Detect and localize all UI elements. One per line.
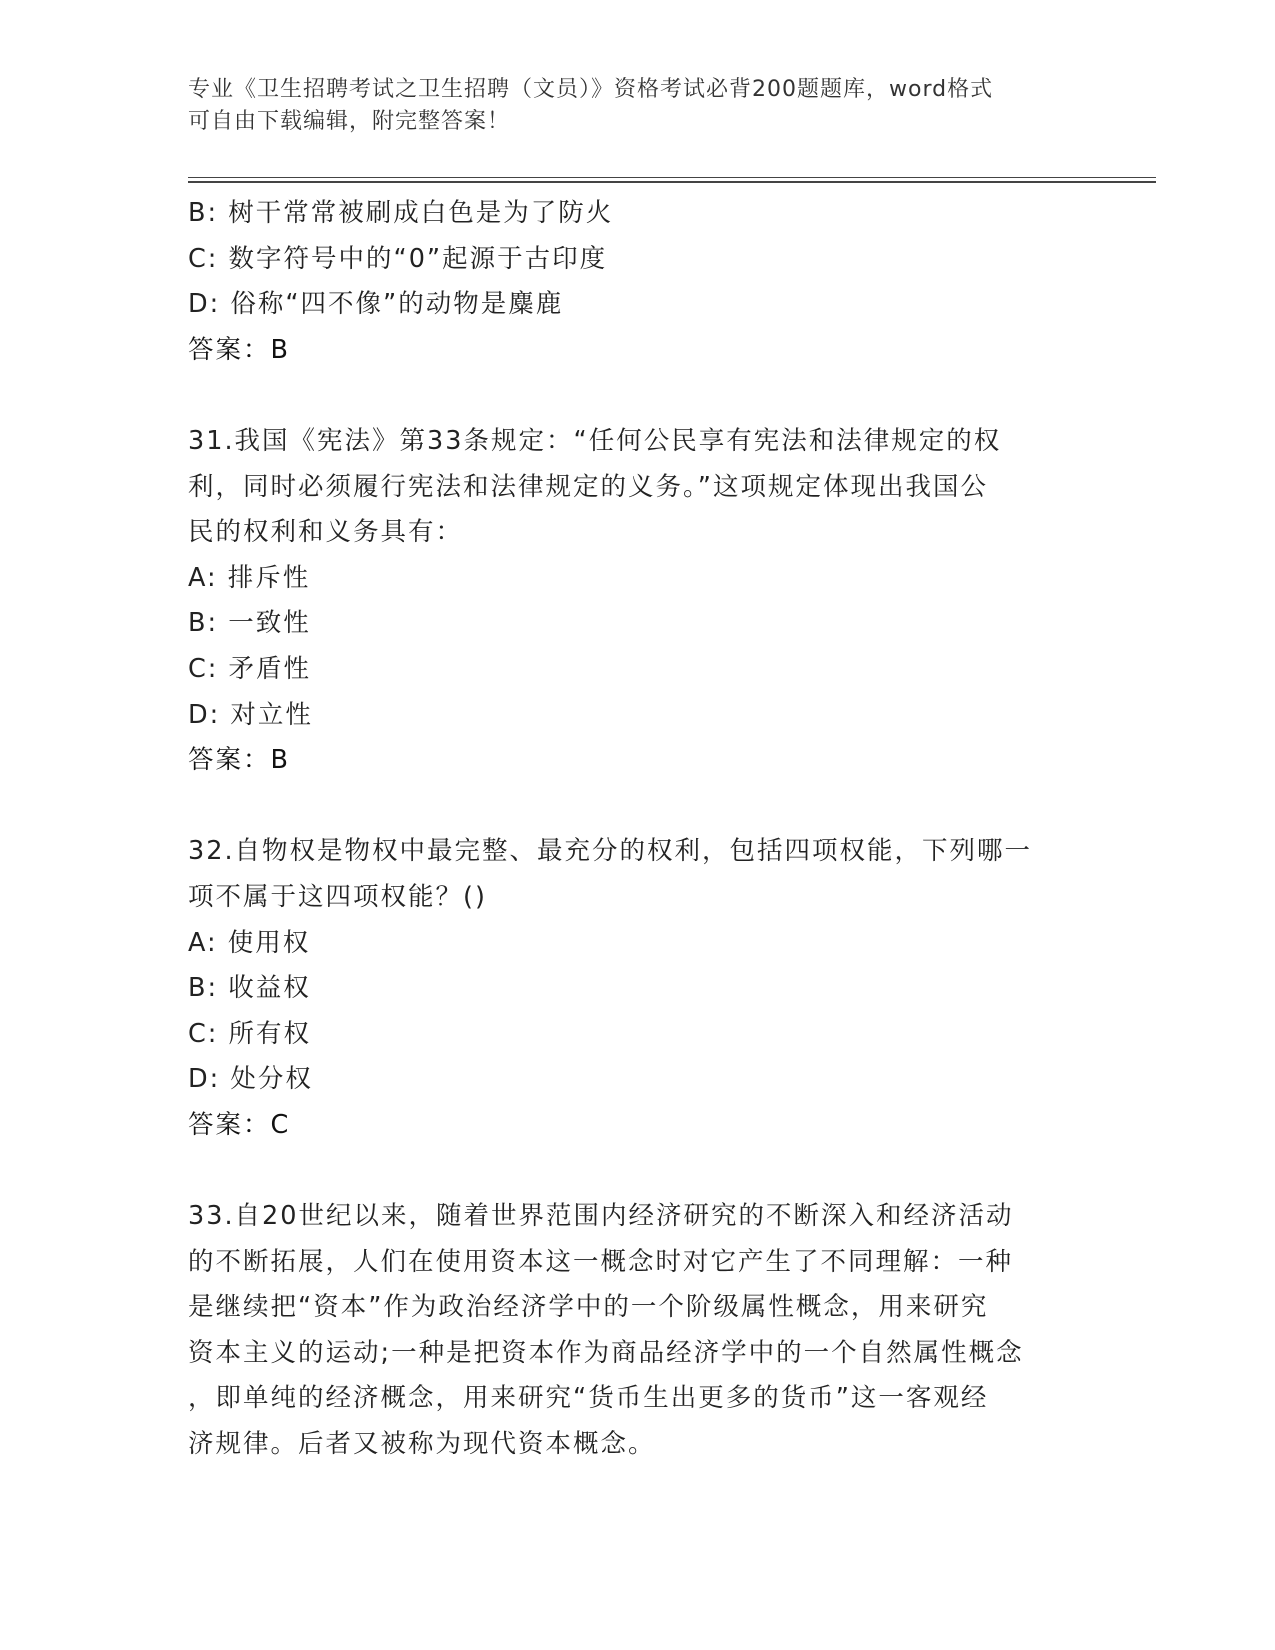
question-stem-line: 资本主义的运动;一种是把资本作为商品经济学中的一个自然属性概念 (188, 1337, 1024, 1368)
question-stem-line: 31.我国《宪法》第33条规定：“任何公民享有宪法和法律规定的权 (188, 425, 1002, 456)
question-stem-line: 利，同时必须履行宪法和法律规定的义务。”这项规定体现出我国公 (188, 471, 988, 502)
answer-line: 答案：C (188, 1109, 291, 1140)
option-c: C: 数字符号中的“0”起源于古印度 (188, 243, 608, 274)
spacer (188, 784, 1088, 830)
option-a: A: 排斥性 (188, 562, 311, 593)
header-divider-thick (188, 181, 1156, 183)
document-header (188, 74, 1068, 138)
question-stem-line: ，即单纯的经济概念，用来研究“货币生出更多的货币”这一客观经 (188, 1383, 989, 1414)
option-a: A: 使用权 (188, 927, 311, 958)
question-32 (188, 829, 1088, 1148)
option-c: C: 所有权 (188, 1018, 312, 1049)
option-d: D: 俗称“四不像”的动物是麋鹿 (188, 289, 564, 320)
question-stem-line: 济规律。后者又被称为现代资本概念。 (188, 1429, 656, 1460)
option-d: D: 处分权 (188, 1064, 313, 1095)
header-divider-thin (188, 177, 1156, 178)
option-b: B: 收益权 (188, 973, 311, 1004)
document-body (188, 191, 1088, 1468)
spacer (188, 373, 1088, 419)
question-stem-line: 是继续把“资本”作为政治经济学中的一个阶级属性概念，用来研究 (188, 1292, 989, 1323)
question-30-continuation (188, 191, 1088, 373)
header-line-1: 专业《卫生招聘考试之卫生招聘（文员）》资格考试必背200题题库，word格式 (188, 77, 994, 102)
question-stem-line: 的不断拓展，人们在使用资本这一概念时对它产生了不同理解：一种 (188, 1246, 1014, 1277)
header-line-2: 可自由下载编辑，附完整答案！ (188, 109, 511, 134)
option-c: C: 矛盾性 (188, 653, 312, 684)
spacer (188, 1148, 1088, 1194)
question-stem-line: 项不属于这四项权能？() (188, 881, 487, 912)
question-stem-line: 民的权利和义务具有： (188, 517, 464, 548)
question-stem-line: 32.自物权是物权中最完整、最充分的权利，包括四项权能，下列哪一 (188, 836, 1033, 867)
question-33 (188, 1194, 1088, 1468)
option-b: B: 树干常常被刷成白色是为了防火 (188, 198, 614, 228)
question-stem-line: 33.自20世纪以来，随着世界范围内经济研究的不断深入和经济活动 (188, 1201, 1014, 1232)
option-b: B: 一致性 (188, 608, 311, 639)
answer-line: 答案：B (188, 334, 290, 365)
answer-line: 答案：B (188, 745, 290, 776)
option-d: D: 对立性 (188, 699, 313, 730)
question-31 (188, 419, 1088, 784)
